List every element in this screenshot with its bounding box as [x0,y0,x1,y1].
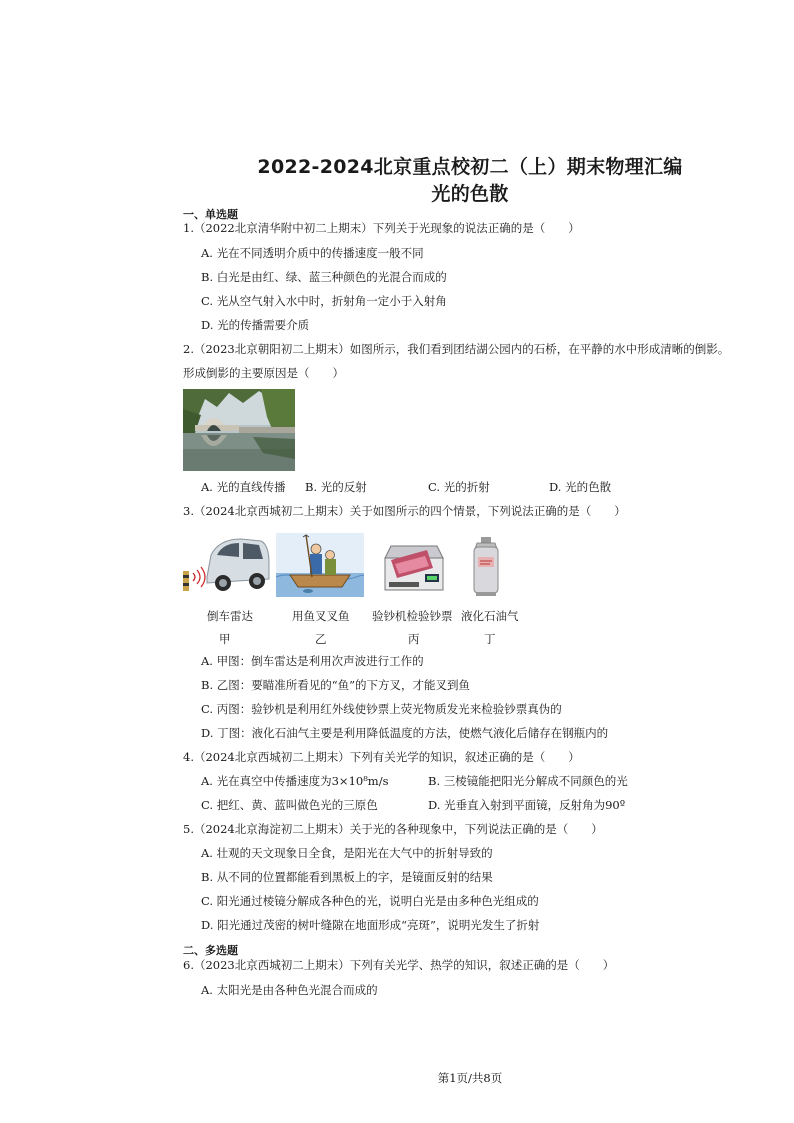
question-5-option-b: B. 从不同的位置都能看到黑板上的字，是镜面反射的结果 [201,870,493,884]
question-4-option-d: D. 光垂直入射到平面镜，反射角为90º [428,798,626,812]
image-label-ding: 丁 [484,632,496,646]
question-1-option-c: C. 光从空气射入水中时，折射角一定小于入射角 [201,294,447,308]
question-1-option-b: B. 白光是由红、绿、蓝三种颜色的光混合而成的 [201,270,447,284]
image-caption-detector: 验钞机检验钞票 [372,609,453,623]
question-3-option-a: A. 甲图：倒车雷达是利用次声波进行工作的 [201,654,424,668]
question-2-option-d: D. 光的色散 [549,480,612,494]
question-1-option-d: D. 光的传播需要介质 [201,318,310,332]
question-3-option-b: B. 乙图：要瞄准所看见的“鱼”的下方叉，才能叉到鱼 [201,678,471,692]
question-5-option-c: C. 阳光通过棱镜分解成各种色的光，说明白光是由多种色光组成的 [201,894,539,908]
spear-fishing-image [276,533,364,597]
question-2-stem-line-2: 形成倒影的主要原因是（ ） [183,366,344,380]
image-caption-fishing: 用鱼叉叉鱼 [292,609,350,623]
question-1-stem: 1.（2022北京清华附中初二上期末）下列关于光现象的说法正确的是（ ） [183,221,580,235]
question-3-stem: 3.（2024北京西城初二上期末）关于如图所示的四个情景，下列说法正确的是（ ） [183,504,626,518]
lpg-cylinder-image [469,535,503,597]
question-4-option-b: B. 三棱镜能把阳光分解成不同颜色的光 [428,774,628,788]
section-multiple-choice: 二、多选题 [183,944,238,957]
page-subtitle: 光的色散 [431,183,509,205]
question-3-option-c: C. 丙图：验钞机是利用红外线使钞票上荧光物质发光来检验钞票真伪的 [201,702,562,716]
page-title: 2022-2024北京重点校初二（上）期末物理汇编 [257,156,683,178]
question-5-option-d: D. 阳光通过茂密的树叶缝隙在地面形成“亮斑”，说明光发生了折射 [201,918,540,932]
image-caption-radar: 倒车雷达 [207,609,253,623]
image-label-bing: 丙 [408,632,420,646]
reversing-radar-car-image [183,533,271,595]
section-single-choice: 一、单选题 [183,208,238,221]
page-number-footer: 第1页/共8页 [437,1071,503,1085]
question-2-option-b: B. 光的反射 [305,480,367,494]
question-2-stem-line-1: 2.（2023北京朝阳初二上期末）如图所示，我们看到团结湖公园内的石桥，在平静的水中形成清晰的倒影。 [183,342,730,356]
question-4-option-a: A. 光在真空中传播速度为3×10⁸m/s [201,774,389,788]
question-1-option-a: A. 光在不同透明介质中的传播速度一般不同 [201,246,424,260]
question-6-stem: 6.（2023北京西城初二上期末）下列有关光学、热学的知识，叙述正确的是（ ） [183,958,615,972]
money-detector-image [381,538,447,594]
question-4-option-c: C. 把红、黄、蓝叫做色光的三原色 [201,798,378,812]
question-6-option-a: A. 太阳光是由各种色光混合而成的 [201,983,378,997]
image-label-jia: 甲 [219,632,231,646]
question-2-option-a: A. 光的直线传播 [201,480,286,494]
question-4-stem: 4.（2024北京西城初二上期末）下列有关光学的知识，叙述正确的是（ ） [183,750,580,764]
question-5-stem: 5.（2024北京海淀初二上期末）关于光的各种现象中，下列说法正确的是（ ） [183,822,603,836]
question-5-option-a: A. 壮观的天文现象日全食，是阳光在大气中的折射导致的 [201,846,493,860]
question-3-option-d: D. 丁图：液化石油气主要是利用降低温度的方法，使燃气液化后储存在钢瓶内的 [201,726,609,740]
bridge-reflection-photo [183,389,295,471]
image-caption-lpg: 液化石油气 [461,609,519,623]
question-2-option-c: C. 光的折射 [428,480,490,494]
image-label-yi: 乙 [315,632,327,646]
